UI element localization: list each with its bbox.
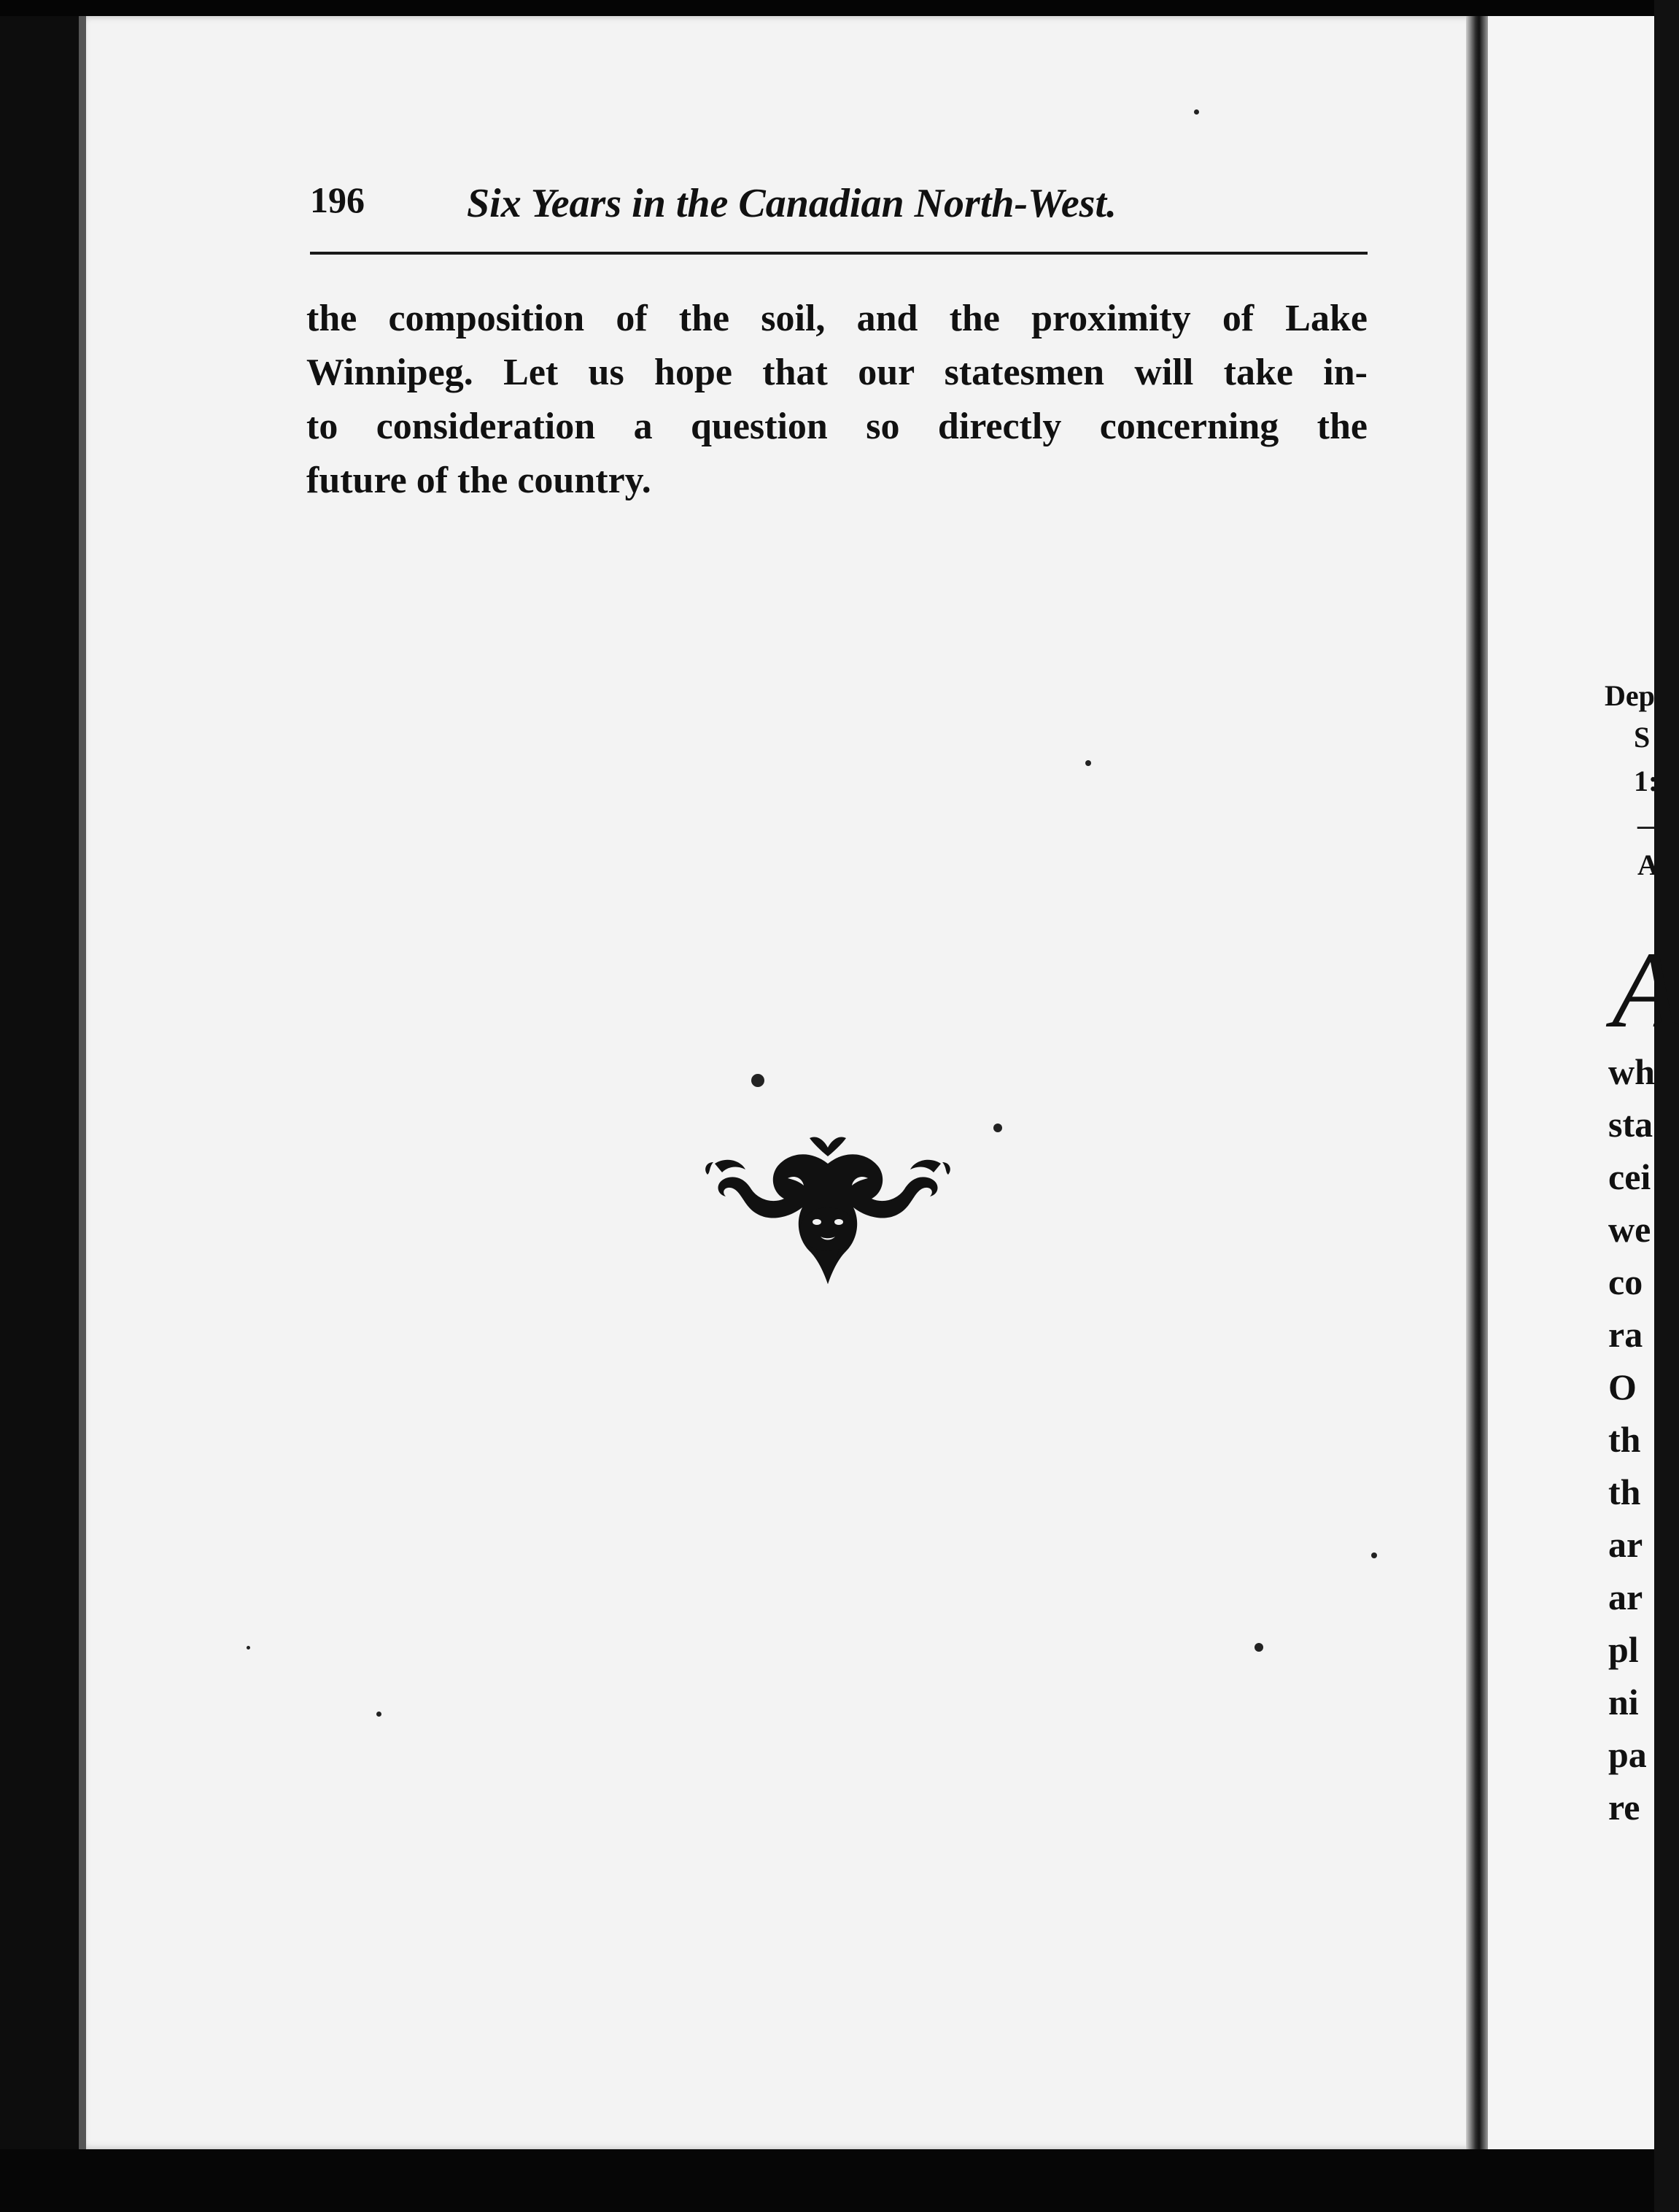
facing-heading-line: S bbox=[1634, 721, 1651, 754]
facing-text-fragment: sta bbox=[1608, 1104, 1653, 1145]
running-title: Six Years in the Canadian North-West. bbox=[467, 181, 1117, 226]
facing-text-fragment: we bbox=[1608, 1209, 1651, 1250]
page-number: 196 bbox=[310, 179, 365, 220]
text-line: Winnipeg. Let us hope that our statesmen will take in- bbox=[306, 352, 1368, 393]
print-speck bbox=[1255, 1643, 1263, 1652]
facing-text-fragment: ra bbox=[1608, 1314, 1643, 1355]
text-line: to consideration a question so directly concerning the bbox=[306, 406, 1368, 447]
text-line: the composition of the soil, and the proximity of Lake bbox=[306, 298, 1368, 339]
print-speck bbox=[376, 1712, 381, 1717]
tailpiece-ornament bbox=[700, 1134, 955, 1291]
print-speck bbox=[247, 1646, 250, 1650]
facing-text-fragment: th bbox=[1608, 1472, 1641, 1512]
scan-border-bottom bbox=[0, 2149, 1654, 2212]
print-speck bbox=[1085, 760, 1091, 766]
facing-text-fragment: ni bbox=[1608, 1682, 1639, 1722]
facing-text-fragment: ar bbox=[1608, 1524, 1643, 1565]
print-speck bbox=[1371, 1552, 1377, 1558]
facing-text-fragment: cei bbox=[1608, 1156, 1651, 1197]
facing-heading-line: A bbox=[1637, 848, 1659, 881]
print-speck bbox=[1194, 109, 1199, 115]
scan-border-top bbox=[0, 0, 1654, 16]
facing-heading-line: Dep bbox=[1605, 679, 1655, 712]
facing-drop-cap: A bbox=[1612, 929, 1679, 1051]
running-head bbox=[310, 179, 1368, 230]
print-speck bbox=[751, 1074, 764, 1087]
facing-heading-line: — bbox=[1637, 808, 1667, 841]
book-gutter bbox=[1466, 16, 1488, 2149]
facing-text-fragment: ar bbox=[1608, 1577, 1643, 1617]
text-line: future of the country. bbox=[306, 460, 651, 501]
body-paragraph bbox=[306, 292, 1368, 508]
facing-text-fragment: pl bbox=[1608, 1629, 1639, 1670]
header-rule bbox=[310, 252, 1368, 255]
facing-page-text bbox=[1488, 16, 1679, 2149]
facing-text-fragment: th bbox=[1608, 1419, 1641, 1460]
facing-text-fragment: pa bbox=[1608, 1734, 1647, 1775]
facing-text-fragment: co bbox=[1608, 1261, 1643, 1302]
facing-text-fragment: O bbox=[1608, 1366, 1637, 1407]
facing-heading-line: 1: bbox=[1634, 765, 1659, 797]
facing-text-fragment: re bbox=[1608, 1787, 1640, 1828]
print-speck bbox=[993, 1124, 1002, 1132]
right-page-edge bbox=[1488, 16, 1679, 2149]
facing-text-fragment: wh bbox=[1608, 1051, 1655, 1092]
